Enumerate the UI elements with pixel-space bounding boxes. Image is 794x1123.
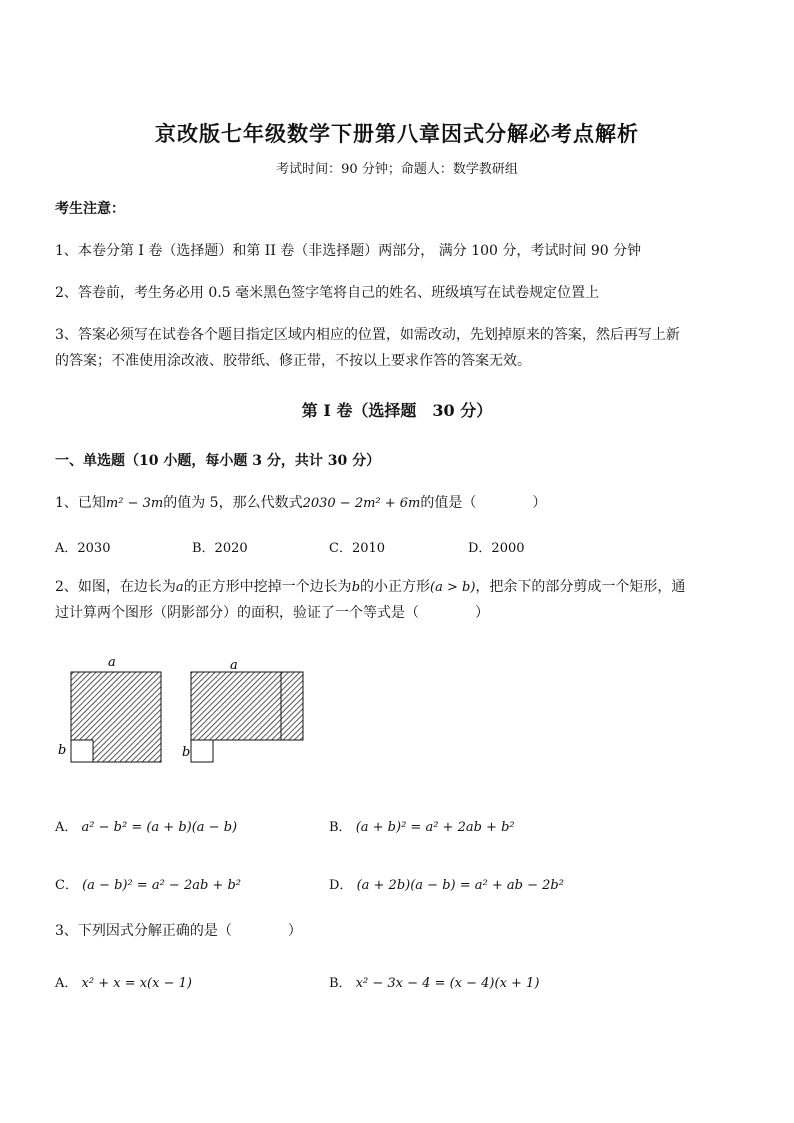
q2-option-d-letter: D． xyxy=(329,878,353,893)
q1-option-b[interactable]: B．2020 xyxy=(192,541,248,556)
q2-line1-b: 的正方形中挖掉一个边长为 xyxy=(183,579,352,595)
part1-heading: 第 I 卷（选择题 30 分） xyxy=(301,401,493,420)
notice-item-3-line2: 的答案；不准使用涂改液、胶带纸、修正带，不按以上要求作答的答案无效。 xyxy=(55,353,531,369)
notice-item-1: 1、本卷分第 I 卷（选择题）和第 II 卷（非选择题）两部分， 满分 100 分，考试时间 90 分钟 xyxy=(55,243,642,259)
q2-figure xyxy=(50,650,320,780)
q2-option-b-expr: (a + b)² = a² + 2ab + b² xyxy=(355,820,515,835)
question-2-stem-line2: 过计算两个图形（阴影部分）的面积，验证了一个等式是（ ） xyxy=(55,605,489,621)
notice-item-3-line1: 3、答案必须写在试卷各个题目指定区域内相应的位置，如需改动，先划掉原来的答案，然后再写上新 xyxy=(55,327,680,343)
q3-option-a-letter: A． xyxy=(55,976,78,991)
q2-cond: (a > b) xyxy=(430,580,476,595)
question-3-stem: 3、下列因式分解正确的是（ ） xyxy=(55,923,302,939)
q3-option-b-letter: B． xyxy=(329,976,352,991)
question-1-stem xyxy=(55,490,745,517)
q2-option-a-expr: a² − b² = (a + b)(a − b) xyxy=(81,820,238,835)
q2-option-a-letter: A． xyxy=(55,820,78,835)
q2-option-b[interactable] xyxy=(329,816,515,835)
figure-label-b-left: b xyxy=(58,743,67,758)
q1-option-a[interactable]: A．2030 xyxy=(55,541,111,556)
q1-option-d[interactable]: D．2000 xyxy=(468,541,525,556)
q2-option-c-expr: (a − b)² = a² − 2ab + b² xyxy=(82,878,241,893)
notice-item-2: 2、答卷前，考生务必用 0.5 毫米黑色签字笔将自己的姓名、班级填写在试卷规定位置上 xyxy=(55,285,600,301)
page-subtitle: 考试时间：90 分钟；命题人：数学教研组 xyxy=(276,162,518,177)
q1-prefix: 1、已知 xyxy=(55,495,106,511)
q3-option-a[interactable] xyxy=(55,972,192,991)
q2-var-b: b xyxy=(351,580,361,595)
q2-option-d-expr: (a + 2b)(a − b) = a² + ab − 2b² xyxy=(356,878,564,893)
q1-expr1: m² − 3m xyxy=(105,496,164,511)
q2-line1-d: ，把余下的部分剪成一个矩形，通 xyxy=(475,579,686,595)
q1-expr2: 2030 − 2m² + 6m xyxy=(302,496,421,511)
q1-option-c[interactable]: C．2010 xyxy=(329,541,386,556)
figure-label-a-right: a xyxy=(230,658,238,673)
q2-line1-c: 的小正方形 xyxy=(360,579,431,595)
page-title: 京改版七年级数学下册第八章因式分解必考点解析 xyxy=(155,121,639,146)
q2-option-d[interactable] xyxy=(329,874,564,893)
q2-option-b-letter: B． xyxy=(329,820,352,835)
section-title: 一、单选题（10 小题，每小题 3 分，共计 30 分） xyxy=(55,453,381,469)
notice-heading: 考生注意： xyxy=(55,201,125,217)
q2-line1-a: 2、如图，在边长为 xyxy=(55,579,176,595)
q2-option-c-letter: C． xyxy=(55,878,78,893)
q3-option-a-expr: x² + x = x(x − 1) xyxy=(81,976,192,991)
q1-suffix: 的值是（ ） xyxy=(420,495,547,511)
q3-option-b-expr: x² − 3x − 4 = (x − 4)(x + 1) xyxy=(355,976,540,991)
figure-label-a-left: a xyxy=(108,655,116,670)
question-2-stem-line1 xyxy=(55,574,745,601)
figure-square-with-hole xyxy=(71,672,161,762)
q3-option-b[interactable] xyxy=(329,972,539,991)
figure-rearranged-rectangle xyxy=(191,672,303,762)
figure-label-b-right: b xyxy=(182,745,191,760)
q2-option-c[interactable] xyxy=(55,874,241,893)
q2-option-a[interactable] xyxy=(55,816,237,835)
q2-var-a: a xyxy=(175,580,184,595)
q1-mid: 的值为 5，那么代数式 xyxy=(163,495,303,511)
